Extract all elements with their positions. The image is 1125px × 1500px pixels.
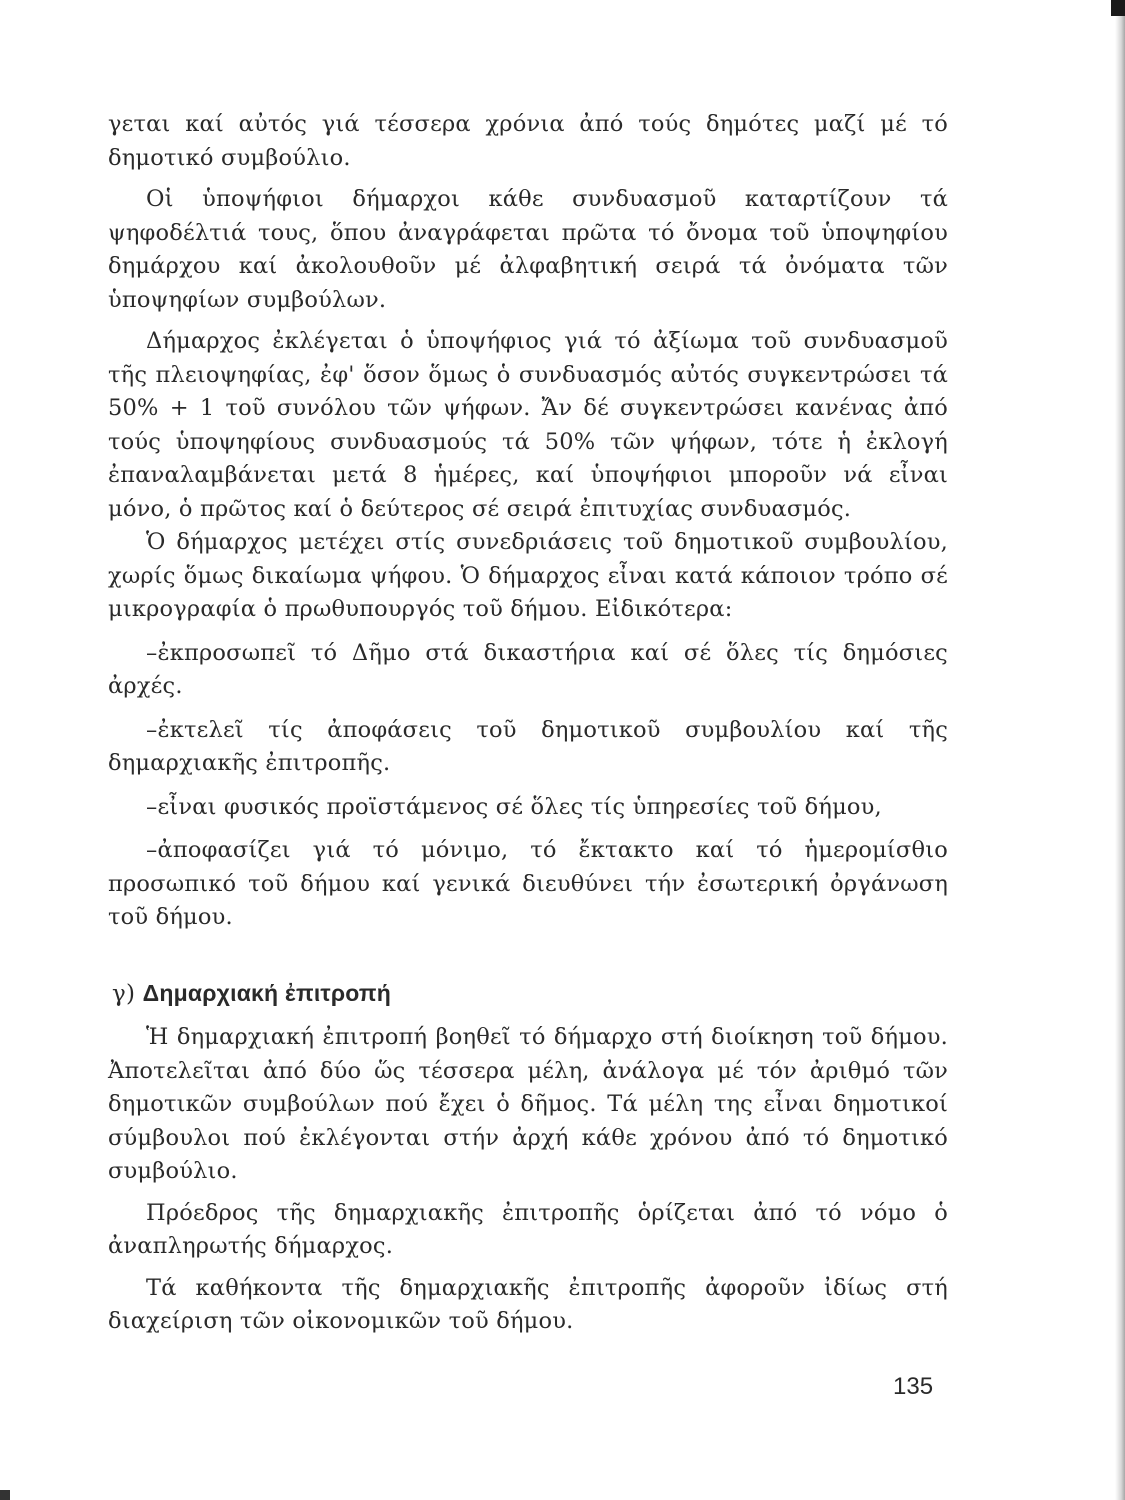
list-item-decides-staff: –ἀποφασίζει γιά τό μόνιμο, τό ἔκτακτο καί τό ἡμερομίσθιο προσωπικό τοῦ δήμου καί γενικά διευθύνει τήν ἐσωτερική ὀργάνωση τοῦ δήμου. [108, 837, 948, 930]
paragraph-continuation: γεται καί αὐτός γιά τέσσερα χρόνια ἀπό τούς δημότες μαζί μέ τό δημοτικό συμβούλιο. [108, 111, 948, 171]
scan-corner-mark [1111, 0, 1125, 16]
list-item-supervisor: –εἶναι φυσικός προϊστάμενος σέ ὅλες τίς ὑπηρεσίες τοῦ δήμου, [146, 793, 882, 820]
paragraph-committee-duties: Τά καθήκοντα τῆς δημαρχιακῆς ἐπιτροπῆς ἀφοροῦν ἰδίως στή διαχείριση τῶν οἰκονομικῶν τοῦ δήμου. [108, 1274, 948, 1334]
paragraph-candidates-ballots: Οἱ ὑποψήφιοι δήμαρχοι κάθε συνδυασμοῦ καταρτίζουν τά ψηφοδέλτιά τους, ὅπου ἀναγράφεται πρῶτα τό ὄνομα τοῦ ὑποψηφίου δημάρχου καί ἀκολουθοῦν μέ ἀλφαβητική σειρά τά ὀνόματα τῶν ὑποψηφίων συμβούλων. [108, 186, 948, 313]
paragraph-mayor-election: Δήμαρχος ἐκλέγεται ὁ ὑποψήφιος γιά τό ἀξίωμα τοῦ συνδυασμοῦ τῆς πλειοψηφίας, ἐφ' ὅσον ὅμως ὁ συνδυασμός αὐτός συγκεντρώσει τά 50% + 1 τοῦ συνόλου τῶν ψήφων. Ἄν δέ συγκεντρώσει κανένας ἀπό τούς ὑποψηφίους συνδυασμούς τά 50% τῶν ψήφων, τότε ἡ ἐκλογή ἐπαναλαμβάνεται μετά 8 ἡμέρες, καί ὑποψήφιοι μποροῦν νά εἶναι μόνο, ὁ πρῶτος καί ὁ δεύτερος σέ σειρά ἐπιτυχίας συνδυασμός. [108, 328, 948, 522]
paragraph-mayor-role: Ὁ δήμαρχος μετέχει στίς συνεδριάσεις τοῦ δημοτικοῦ συμβουλίου, χωρίς ὅμως δικαίωμα ψήφου. Ὁ δήμαρχος εἶναι κατά κάποιον τρόπο σέ μικρογραφία ὁ πρωθυπουργός τοῦ δήμου. Εἰδικότερα: [108, 529, 948, 622]
page-body-text [108, 108, 948, 1339]
list-item-executes: –ἐκτελεῖ τίς ἀποφάσεις τοῦ δημοτικοῦ συμβουλίου καί τῆς δημαρχιακῆς ἐπιτροπῆς. [108, 716, 948, 776]
paragraph-committee-president: Πρόεδρος τῆς δημαρχιακῆς ἐπιτροπῆς ὁρίζεται ἀπό τό νόμο ὁ ἀναπληρωτής δήμαρχος. [108, 1199, 948, 1259]
section-title: Δημαρχιακή ἐπιτροπή [142, 979, 391, 1006]
section-letter: γ) [112, 980, 136, 1007]
list-item-represents: –ἐκπροσωπεῖ τό Δῆμο στά δικαστήρια καί σέ ὅλες τίς δημόσιες ἀρχές. [108, 639, 948, 699]
paragraph-committee-description: Ἡ δημαρχιακή ἐπιτροπή βοηθεῖ τό δήμαρχο στή διοίκηση τοῦ δήμου. Ἀποτελεῖται ἀπό δύο ὥς τέσσερα μέλη, ἀνάλογα μέ τόν ἀριθμό τῶν δημοτικῶν συμβούλων πού ἔχει ὁ δῆμος. Τά μέλη της εἶναι δημοτικοί σύμβουλοι πού ἐκλέγονται στήν ἀρχή κάθε χρόνου ἀπό τό δημοτικό συμβούλιο. [108, 1024, 948, 1184]
page-edge-shadow [1115, 0, 1125, 1500]
page-number: 135 [893, 1373, 934, 1400]
scan-corner-mark-bottom [0, 1490, 10, 1500]
section-heading [108, 977, 948, 1012]
